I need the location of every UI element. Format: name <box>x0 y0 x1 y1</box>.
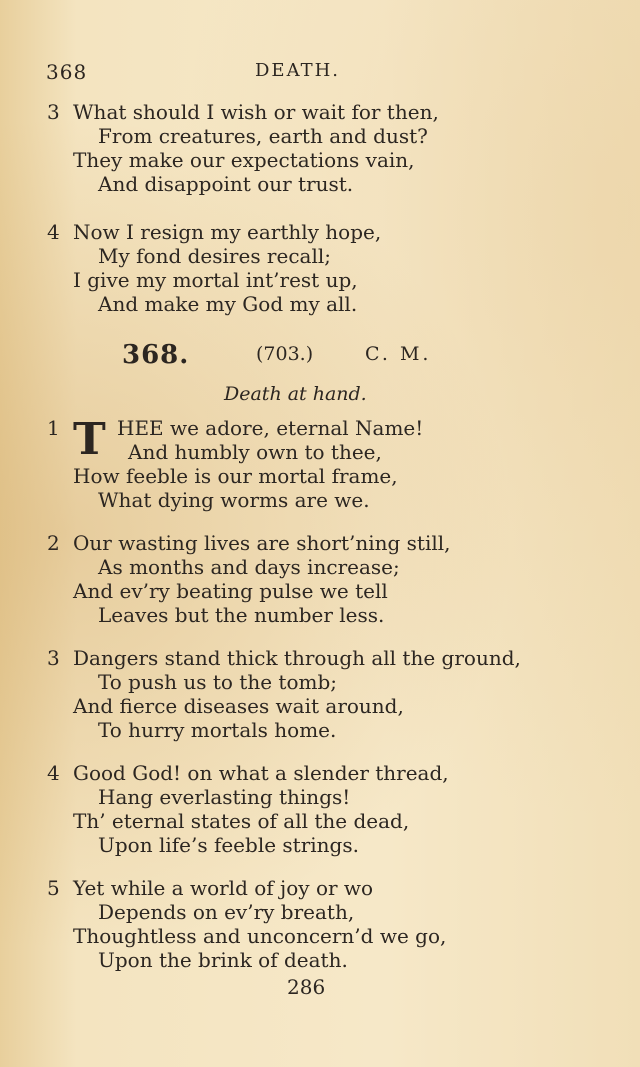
verse-line: From creatures, earth and dust? <box>98 124 428 148</box>
verse-line: Leaves but the number less. <box>98 603 385 627</box>
hymn-heading <box>0 340 640 372</box>
prev-verse-4 <box>0 220 640 316</box>
verse-line: 4 Now I resign my earthly hope, <box>47 220 382 244</box>
verse-number: 2 <box>47 531 60 555</box>
hymn-reference: (703.) <box>256 343 314 365</box>
verse-line: And fierce diseases wait around, <box>73 694 404 718</box>
hymn-verse-3 <box>0 646 640 742</box>
verse-line: What dying worms are we. <box>98 488 370 512</box>
verse-line: And make my God my all. <box>98 292 358 316</box>
hymn-meter: C. M. <box>365 343 432 365</box>
hymn-verse-2 <box>0 531 640 627</box>
verse-line: Upon the brink of death. <box>98 948 348 972</box>
page-number: 368 <box>46 60 88 84</box>
verse-line: 4 Good God! on what a slender thread, <box>47 761 449 785</box>
hymn-verse-5 <box>0 876 640 972</box>
verse-number: 3 <box>47 646 60 670</box>
verse-line: And humbly own to thee, <box>128 440 382 464</box>
verse-line: Th’ eternal states of all the dead, <box>73 809 410 833</box>
verse-line: 3 What should I wish or wait for then, <box>47 100 439 124</box>
verse-line: Depends on ev’ry breath, <box>98 900 355 924</box>
verse-number: 3 <box>47 100 60 124</box>
verse-number: 1 <box>47 416 60 440</box>
hymn-verse-1 <box>0 416 640 512</box>
page-header <box>0 60 640 90</box>
prev-verse-3 <box>0 100 640 196</box>
verse-line: I give my mortal int’rest up, <box>73 268 358 292</box>
hymn-number: 368. <box>122 340 190 370</box>
verse-line: Upon life’s feeble strings. <box>98 833 359 857</box>
verse-number: 4 <box>47 220 60 244</box>
verse-number: 4 <box>47 761 60 785</box>
signature-mark: 286 <box>287 975 326 999</box>
verse-line: How feeble is our mortal frame, <box>73 464 398 488</box>
verse-line: And ev’ry beating pulse we tell <box>73 579 388 603</box>
verse-line: To push us to the tomb; <box>98 670 338 694</box>
verse-line: 1 HEE we adore, eternal Name! <box>47 416 424 440</box>
drop-cap: T <box>73 414 106 465</box>
verse-line: My fond desires recall; <box>98 244 331 268</box>
verse-line: They make our expectations vain, <box>73 148 415 172</box>
running-head: DEATH. <box>255 60 341 81</box>
verse-line: 5 Yet while a world of joy or wo <box>47 876 374 900</box>
hymn-verse-4 <box>0 761 640 857</box>
hymn-title: Death at hand. <box>224 383 367 405</box>
verse-line: Thoughtless and unconcern’d we go, <box>73 924 447 948</box>
verse-line: And disappoint our trust. <box>98 172 354 196</box>
verse-number: 5 <box>47 876 60 900</box>
verse-line: 2 Our wasting lives are short’ning still, <box>47 531 451 555</box>
verse-line: To hurry mortals home. <box>98 718 337 742</box>
verse-line: 3 Dangers stand thick through all the ground, <box>47 646 521 670</box>
verse-line: Hang everlasting things! <box>98 785 351 809</box>
verse-line: As months and days increase; <box>98 555 400 579</box>
